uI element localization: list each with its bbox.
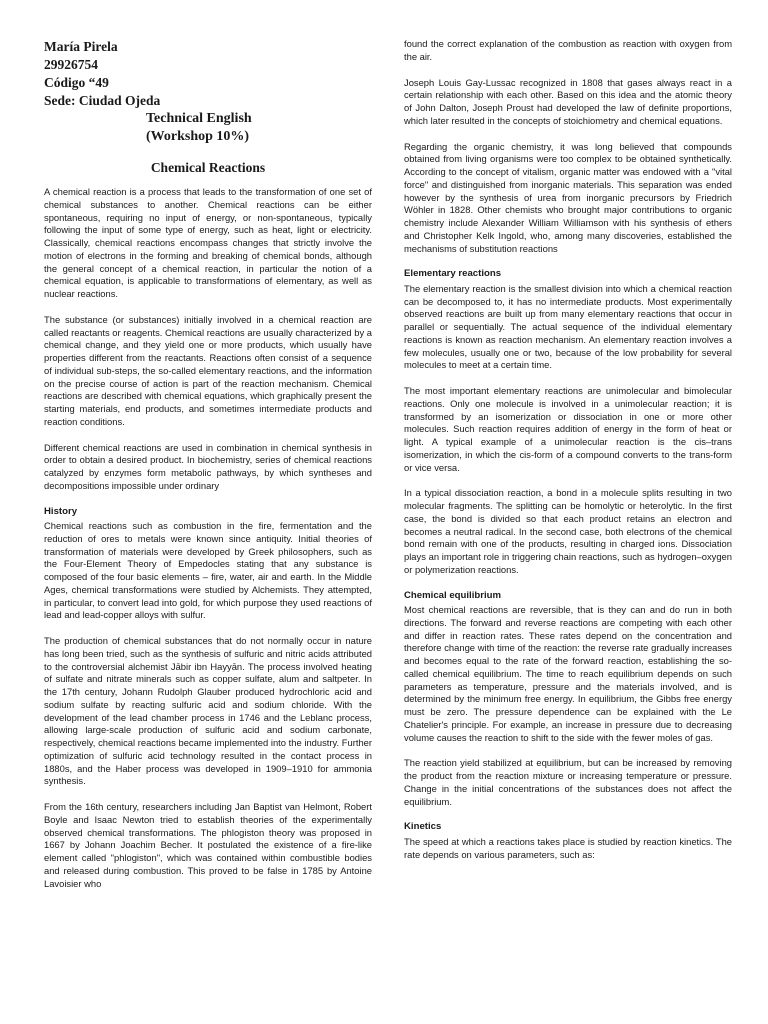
equilibrium-paragraph-1: Most chemical reactions are reversible, that is they can and do run in both directions. The forward and reverse reactions are competing with each other and differ in reaction rates. These rates depend on the concentration and therefore change with time of the reaction: the reverse rate gradually increases and becomes equal to the rate of the forward reaction, establishing the so-called chemical equilibrium. The time to reach equilibrium depends on such parameters as temperature, pressure and the materials involved, and is determined by the minimum free energy. In equilibrium, the Gibbs free energy must be zero. The pressure dependence can be explained with the Le Chatelier's principle. For example, an increase in pressure due to decreasing volume causes the reaction to shift to the side with the fewer moles of gas.	[404, 604, 732, 743]
right-column	[404, 38, 732, 874]
history-paragraph-1: Chemical reactions such as combustion in the fire, fermentation and the reduction of ores to metals were known since antiquity. Initial theories of transformation of materials were developed by Greek philosophers, such as the Four-Element Theory of Empedocles stating that any substance is composed of the four basic elements – fire, water, air and earth. In the Middle Ages, chemical transformations were studied by Alchemists. They attempted, in particular, to convert lead into gold, for which purpose they used reactions of lead and lead-copper alloys with sulfur.	[44, 520, 372, 621]
kinetics-heading: Kinetics	[404, 821, 442, 833]
history-paragraph-6: Regarding the organic chemistry, it was long believed that compounds obtained from living organisms were too complex to be obtained synthetically. According to the concept of vitalism, organic matter was endowed with a "vital force" and distinguished from inorganic materials. This separation was ended however by the synthesis of urea from inorganic precursors by Friedrich Wöhler in 1828. Other chemists who brought major contributions to organic chemistry include Alexander William Williamson with his synthesis of ethers and Christopher Kelk Ingold, who, among many discoveries, established the mechanisms of substitution reactions	[404, 140, 732, 254]
intro-paragraph-3: Different chemical reactions are used in combination in chemical synthesis in order to obtain a desired product. In biochemistry, series of chemical reactions catalyzed by enzymes form metabolic pathways, by which syntheses and decompositions impossible under ordinary	[44, 441, 372, 491]
course-title-line1: Technical English	[146, 111, 252, 126]
document-title: Chemical Reactions	[150, 160, 266, 175]
intro-paragraph-2: The substance (or substances) initially involved in a chemical reaction are called reactants or reagents. Chemical reactions are usually characterized by a chemical change, and they yield one or more products, which usually have properties different from the reactants. Reactions often consist of a sequence of individual sub-steps, the so-called elementary reactions, and the information on the precise course of action is part of the reaction mechanism. Chemical reactions are described with chemical equations, which graphically present the starting materials, end products, and sometimes intermediate products and reaction conditions.	[44, 313, 372, 427]
equilibrium-heading: Chemical equilibrium	[404, 589, 502, 601]
author-header	[44, 38, 372, 146]
intro-paragraph-1: A chemical reaction is a process that leads to the transformation of one set of chemical substances to another. Chemical reactions can be either spontaneous, requiring no input of energy, or non-spontaneous, typically following the input of some type of energy, such as heat, light or electricity. Classically, chemical reactions encompass changes that strictly involve the motion of electrons in the forming and breaking of chemical bonds, although the general concept of a chemical reaction, in particular the notion of a chemical equation, is applicable to transformations of elementary, as well as nuclear reactions.	[44, 186, 372, 299]
author-campus: Sede: Ciudad Ojeda	[44, 93, 161, 108]
author-name: María Pirela	[44, 39, 118, 54]
elementary-heading: Elementary reactions	[404, 268, 502, 280]
course-title-line2: (Workshop 10%)	[146, 129, 250, 144]
author-code: Código “49	[44, 75, 109, 90]
author-id: 29926754	[44, 57, 98, 72]
history-paragraph-3: From the 16th century, researchers including Jan Baptist van Helmont, Robert Boyle and Isaac Newton tried to establish theories of the experimentally observed chemical transformations. The phlogiston theory was proposed in 1667 by Johann Joachim Becher. It postulated the existence of a fire-like element called "phlogiston", which was contained within combustible bodies and released during combustion. This proved to be false in 1785 by Antoine Lavoisier who	[44, 801, 372, 889]
left-column	[44, 38, 372, 903]
kinetics-paragraph-1: The speed at which a reactions takes place is studied by reaction kinetics. The rate depends on various parameters, such as:	[404, 835, 732, 860]
elementary-paragraph-2: The most important elementary reactions are unimolecular and bimolecular reactions. Only one molecule is involved in a unimolecular reaction; it is transformed by an isomerization or dissociation in one or more other molecules. Such reaction requires addition of energy in the form of heat or light. A typical example of a unimolecular reaction is the cis–trans isomerization, in which the cis-form of a compound converts to the trans-form or vice versa.	[404, 385, 732, 473]
history-paragraph-5: Joseph Louis Gay-Lussac recognized in 1808 that gases always react in a certain relationship with each other. Based on this idea and the atomic theory of John Dalton, Joseph Proust had developed the law of definite proportions, which later resulted in the concepts of stoichiometry and chemical equations.	[404, 76, 732, 126]
history-heading: History	[44, 505, 78, 517]
elementary-paragraph-1: The elementary reaction is the smallest division into which a chemical reaction can be decomposed to, it has no intermediate products. Most experimentally observed reactions are built up from many elementary reactions that occur in parallel or sequentially. The actual sequence of the individual elementary reactions is known as reaction mechanism. An elementary reaction involves a few molecules, usually one or two, because of the low probability for several molecules to meet at a certain time.	[404, 282, 732, 371]
history-paragraph-2: The production of chemical substances that do not normally occur in nature has long been tried, such as the synthesis of sulfuric and nitric acids attributed to the controversial alchemist Jābir ibn Hayyān. The process involved heating of sulfate and nitrate minerals such as copper sulfate, alum and saltpeter. In the 17th century, Johann Rudolph Glauber produced hydrochloric acid and sodium sulfate by reacting sulfuric acid and sodium chloride. With the development of the lead chamber process in 1746 and the Leblanc process, allowing large-scale production of sulfuric acid and sodium carbonate, respectively, chemical reactions became implemented into the industry. Further optimization of sulfuric acid technology resulted in the contact process in 1880s, and the Haber process was developed in 1909–1910 for ammonia synthesis.	[44, 635, 372, 787]
elementary-paragraph-3: In a typical dissociation reaction, a bond in a molecule splits resulting in two molecular fragments. The splitting can be homolytic or heterolytic. In the first case, the bond is divided so that each product retains an electron and becomes a neutral radical. In the second case, both electrons of the chemical bond remain with one of the products, resulting in charged ions. Dissociation plays an important role in triggering chain reactions, such as hydrogen–oxygen or polymerization reactions.	[404, 487, 732, 575]
equilibrium-paragraph-2: The reaction yield stabilized at equilibrium, but can be increased by removing the product from the reaction mixture or increasing temperature or pressure. Change in the initial concentrations of the substances does not affect the equilibrium.	[404, 757, 732, 807]
history-paragraph-4: found the correct explanation of the combustion as reaction with oxygen from the air.	[404, 38, 732, 62]
